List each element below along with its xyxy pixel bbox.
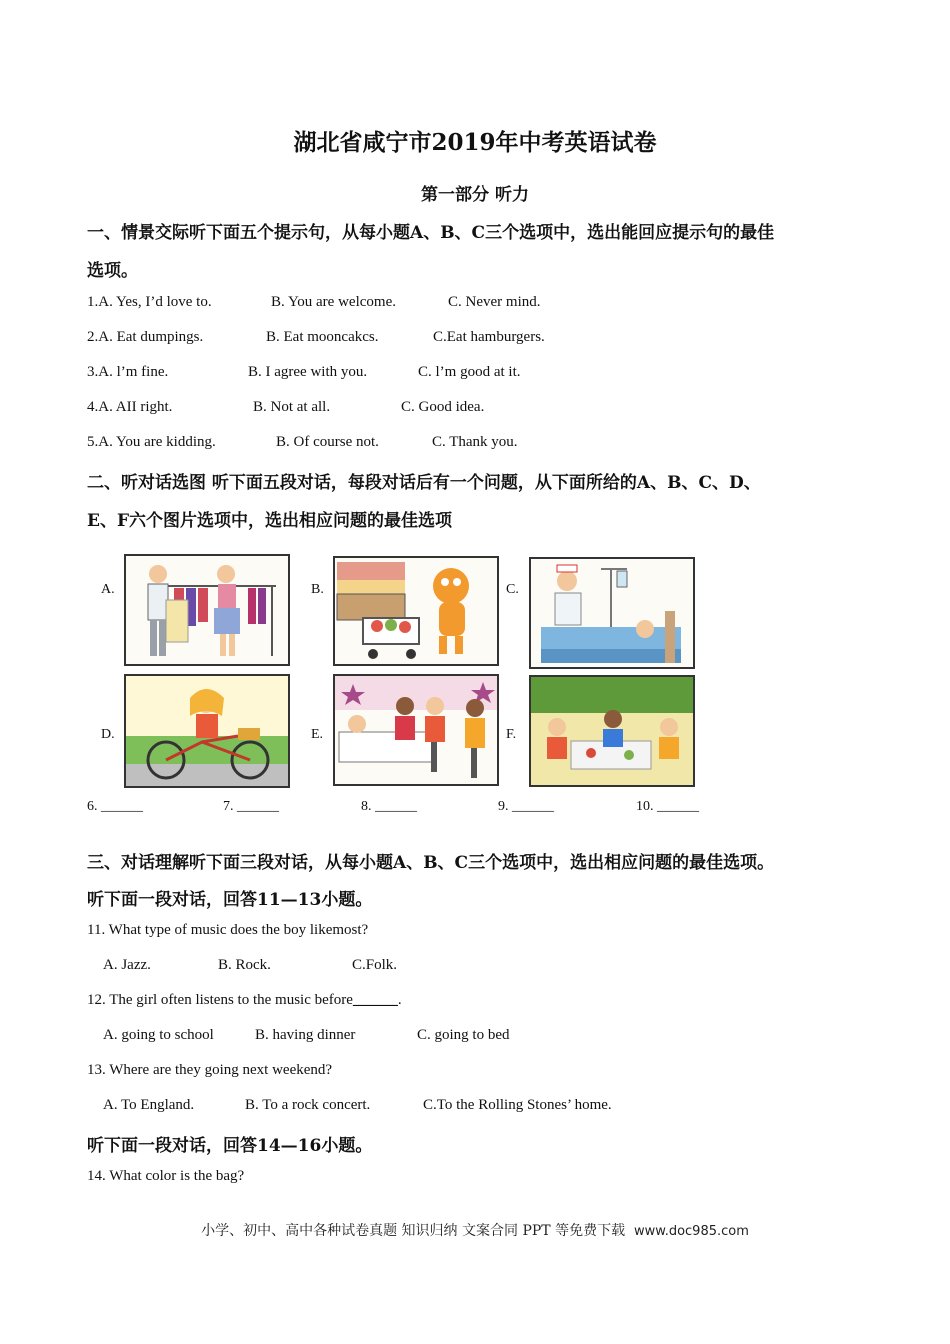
picture-c-hospital — [529, 557, 695, 669]
q1-option-c: C. Never mind. — [448, 294, 541, 310]
q13-option-b: B. To a rock concert. — [245, 1097, 371, 1113]
part-heading: 第一部分 听力 — [421, 185, 529, 205]
picture-label-c: C. — [506, 582, 519, 597]
q3-option-b: B. I agree with you. — [248, 364, 368, 380]
picture-a-clothes-shop — [124, 554, 290, 666]
picture-label-a: A. — [101, 582, 115, 597]
answer-blank-6[interactable]: 6. ______ — [87, 799, 143, 814]
q4-option-c: C. Good idea. — [401, 399, 485, 415]
section1-heading-cont: 选项。 — [87, 261, 138, 281]
picture-f-picnic — [529, 675, 695, 787]
q11-stem: 11. What type of music does the boy likemost? — [87, 922, 369, 938]
q12-stem-end: . — [397, 992, 402, 1008]
subsection-11-13: 听下面一段对话，回答11—13小题。 — [87, 890, 373, 910]
q4-option-b: B. Not at all. — [253, 399, 331, 415]
q14-stem: 14. What color is the bag? — [87, 1168, 245, 1184]
q12-option-b: B. having dinner — [255, 1027, 356, 1043]
footer-url[interactable]: www.doc985.com — [633, 1224, 749, 1239]
page-title: 湖北省咸宁市2019年中考英语试卷 — [293, 129, 657, 156]
section2-heading-cont: E、F六个图片选项中，选出相应问题的最佳选项 — [87, 511, 453, 531]
answer-blank-7[interactable]: 7. ______ — [223, 799, 279, 814]
q3-option-c: C. l’m good at it. — [418, 364, 521, 380]
q2-option-a: 2.A. Eat dumpings. — [87, 329, 204, 345]
answer-blank-8[interactable]: 8. ______ — [361, 799, 417, 814]
q12-stem — [87, 992, 402, 1009]
picture-label-e: E. — [311, 727, 324, 742]
q13-option-c: C.To the Rolling Stones’ home. — [423, 1097, 612, 1113]
picture-b-cat-shopping — [333, 556, 499, 666]
q4-option-a: 4.A. AII right. — [87, 399, 173, 415]
picture-d-riding-bike — [124, 674, 290, 788]
page-footer — [0, 1220, 950, 1240]
q13-option-a: A. To England. — [103, 1097, 195, 1113]
section3-heading: 三、对话理解听下面三段对话，从每小题A、B、C三个选项中，选出相应问题的最佳选项。 — [87, 853, 775, 873]
q2-option-b: B. Eat mooncakcs. — [266, 329, 379, 345]
subsection-14-16: 听下面一段对话，回答14—16小题。 — [87, 1136, 373, 1156]
q3-option-a: 3.A. l’m fine. — [87, 364, 169, 380]
section1-heading: 一、情景交际听下面五个提示句，从每小题A、B、C三个选项中，选出能回应提示句的最佳 — [87, 223, 775, 243]
picture-label-d: D. — [101, 727, 115, 742]
picture-label-b: B. — [311, 582, 324, 597]
q11-option-b: B. Rock. — [218, 957, 271, 973]
q1-option-a: 1.A. Yes, I’d love to. — [87, 294, 212, 310]
q5-option-b: B. Of course not. — [276, 434, 379, 450]
q2-option-c: C.Eat hamburgers. — [433, 329, 545, 345]
picture-label-f: F. — [506, 727, 517, 742]
q11-option-a: A. Jazz. — [103, 957, 151, 973]
q12-stem-text: 12. The girl often listens to the music before — [87, 992, 353, 1008]
footer-text: 小学、初中、高中各种试卷真题 知识归纳 文案合同 PPT 等免费下载 — [201, 1223, 626, 1239]
q12-blank[interactable]: ______ — [352, 992, 398, 1008]
q12-option-c: C. going to bed — [417, 1027, 510, 1043]
q5-option-a: 5.A. You are kidding. — [87, 434, 216, 450]
answer-blank-10[interactable]: 10. ______ — [636, 799, 699, 814]
section2-heading: 二、听对话选图 听下面五段对话，每段对话后有一个问题，从下面所给的A、B、C、D、 — [87, 473, 761, 493]
q5-option-c: C. Thank you. — [432, 434, 518, 450]
q13-stem: 13. Where are they going next weekend? — [87, 1062, 333, 1078]
q11-option-c: C.Folk. — [352, 957, 398, 973]
q12-option-a: A. going to school — [103, 1027, 214, 1043]
answer-blank-9[interactable]: 9. ______ — [498, 799, 554, 814]
picture-e-visiting-friend — [333, 674, 499, 786]
q1-option-b: B. You are welcome. — [271, 294, 396, 310]
